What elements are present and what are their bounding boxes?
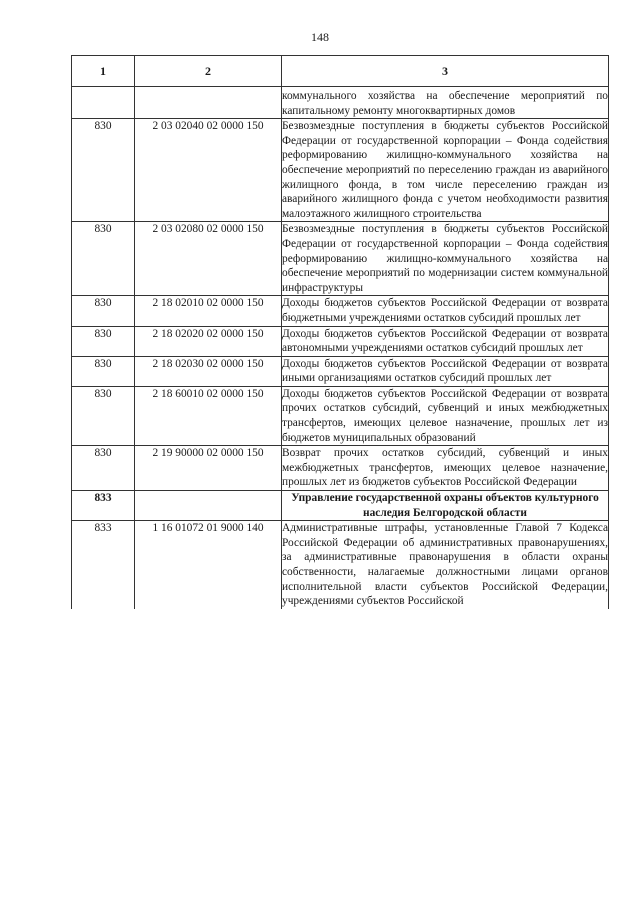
table-row	[72, 386, 609, 445]
revenue-code-cell: 2 03 02040 02 0000 150	[135, 119, 282, 222]
revenue-description-cell: коммунального хозяйства на обеспечение мероприятий по капитальному ремонту многоквартирных домов	[282, 87, 609, 119]
revenue-code-cell: 2 18 60010 02 0000 150	[135, 386, 282, 445]
revenue-description-cell: Безвозмездные поступления в бюджеты субъектов Российской Федерации от государственной корпорации – Фонда содействия реформированию жилищно-коммунального хозяйства на обеспечение мероприятий по модернизации систем коммунальной инфраструктуры	[282, 222, 609, 296]
revenue-code-cell	[135, 87, 282, 119]
section-header-row	[72, 491, 609, 521]
admin-code-cell: 830	[72, 296, 135, 326]
revenue-codes-table	[71, 55, 609, 609]
revenue-description-cell: Административные штрафы, установленные Главой 7 Кодекса Российской Федерации об административных правонарушениях, за административные правонарушения в области охраны собственности, налагаемые должностными лицами органов исполнительной власти субъектов Российской Федерации, учреждениями субъектов Российской	[282, 522, 608, 608]
revenue-description-cell: Возврат прочих остатков субсидий, субвенций и иных межбюджетных трансфертов, имеющих целевое назначение, прошлых лет из бюджетов субъектов Российской Федерации	[282, 446, 609, 491]
revenue-description-cell: Доходы бюджетов субъектов Российской Федерации от возврата иными организациями остатков субсидий прошлых лет	[282, 356, 609, 386]
admin-code-cell: 830	[72, 326, 135, 356]
column-header-3: 3	[282, 56, 609, 87]
table-row	[72, 222, 609, 296]
revenue-code-cell: 2 18 02030 02 0000 150	[135, 356, 282, 386]
page-number: 148	[311, 30, 329, 44]
admin-code-cell: 830	[72, 386, 135, 445]
admin-code-cell: 830	[72, 446, 135, 491]
revenue-code-cell: 2 18 02010 02 0000 150	[135, 296, 282, 326]
revenue-code-cell: 2 18 02020 02 0000 150	[135, 326, 282, 356]
admin-code-cell: 833	[72, 491, 135, 521]
admin-code-cell	[72, 87, 135, 119]
table-row	[72, 119, 609, 222]
revenue-description-cell: Доходы бюджетов субъектов Российской Федерации от возврата бюджетными учреждениями остатков субсидий прошлых лет	[282, 296, 609, 326]
admin-code-cell: 830	[72, 356, 135, 386]
admin-code-cell: 830	[72, 119, 135, 222]
column-header-1: 1	[72, 56, 135, 87]
table-row	[72, 446, 609, 491]
admin-code-cell: 833	[72, 521, 135, 609]
table-row	[72, 521, 609, 609]
revenue-code-cell: 2 03 02080 02 0000 150	[135, 222, 282, 296]
table-row	[72, 356, 609, 386]
admin-code-cell: 830	[72, 222, 135, 296]
revenue-code-cell	[135, 491, 282, 521]
table-header-row	[72, 56, 609, 87]
section-title-cell: Управление государственной охраны объектов культурного наследия Белгородской области	[282, 491, 609, 521]
table-row	[72, 326, 609, 356]
table-row	[72, 296, 609, 326]
revenue-description-cell: Доходы бюджетов субъектов Российской Федерации от возврата автономными учреждениями остатков субсидий прошлых лет	[282, 326, 609, 356]
column-header-2: 2	[135, 56, 282, 87]
revenue-description-cell: Безвозмездные поступления в бюджеты субъектов Российской Федерации от государственной корпорации – Фонда содействия реформированию жилищно-коммунального хозяйства на обеспечение мероприятий по переселению граждан из аварийного жилищного фонда, в том числе переселению граждан из аварийного жилищного фонда с учетом необходимости развития малоэтажного жилищного строительства	[282, 119, 609, 222]
table-row	[72, 87, 609, 119]
revenue-description-cell: Доходы бюджетов субъектов Российской Федерации от возврата прочих остатков субсидий, субвенций и иных межбюджетных трансфертов, имеющих целевое назначение, прошлых лет из бюджетов муниципальных образований	[282, 386, 609, 445]
revenue-code-cell: 2 19 90000 02 0000 150	[135, 446, 282, 491]
revenue-code-cell: 1 16 01072 01 9000 140	[135, 521, 282, 609]
